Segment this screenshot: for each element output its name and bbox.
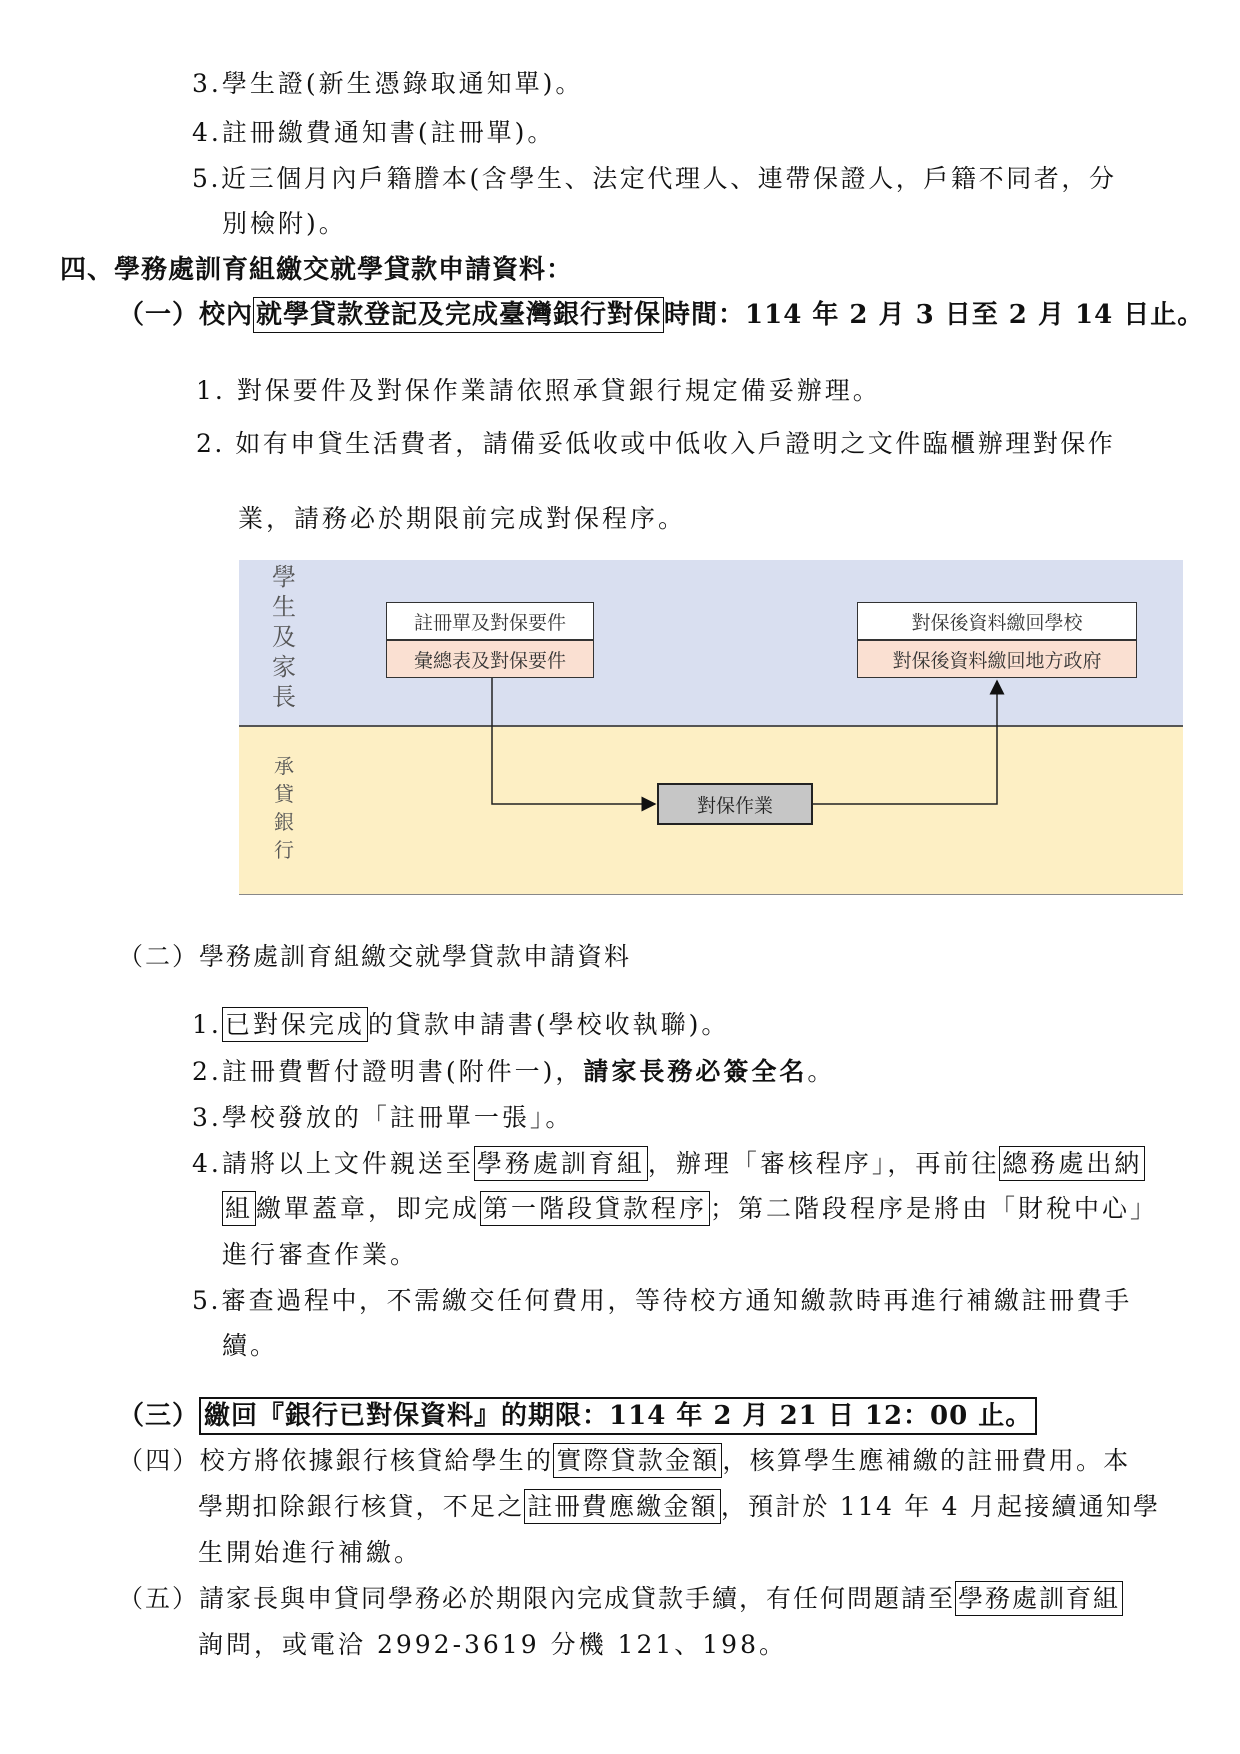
subsection-5-a: （五）請家長與申貸同學務必於期限內完成貸款手續，有任何問題請至 bbox=[118, 1584, 956, 1613]
box-summary-and-requirements: 彙總表及對保要件 bbox=[386, 640, 594, 678]
box-guarantee-process: 對保作業 bbox=[657, 783, 813, 825]
subsection-3-deadline: 繳回『銀行已對保資料』的期限：114 年 2 月 21 日 12：00 止。 bbox=[199, 1397, 1037, 1435]
subsection-5-box-activities: 學務處訓育組 bbox=[955, 1581, 1123, 1616]
subsection-4 bbox=[118, 1448, 1130, 1473]
subsection-4-line3: 生開始進行補繳。 bbox=[198, 1538, 423, 1567]
sub2-item-1 bbox=[192, 1012, 729, 1037]
sub2-item-4-cont bbox=[222, 1196, 1158, 1221]
subsection-4-d: ，預計於 114 年 4 月起接續通知學 bbox=[720, 1492, 1161, 1521]
box-return-to-local-government: 對保後資料繳回地方政府 bbox=[857, 640, 1137, 678]
subsection-4-c: 學期扣除銀行核貸，不足之 bbox=[198, 1492, 525, 1521]
subsection-1 bbox=[118, 302, 1204, 328]
sub2-item-1-text: 的貸款申請書(學校收執聯)。 bbox=[367, 1010, 730, 1039]
sub1-item-2-cont: 業，請務必於期限前完成對保程序。 bbox=[238, 504, 687, 533]
sub2-item-4-c: 繳單蓋章，即完成 bbox=[256, 1194, 481, 1223]
subsection-4-a: （四）校方將依據銀行核貸給學生的 bbox=[118, 1446, 554, 1475]
list-item-registration-notice: 4.註冊繳費通知書(註冊單)。 bbox=[192, 118, 556, 147]
lane-label-students-parents: 學生及家長 bbox=[272, 563, 296, 711]
sub2-item-4-end: 進行審查作業。 bbox=[222, 1240, 419, 1269]
subsection-1-suffix: 時間：114 年 2 月 3 日至 2 月 14 日止。 bbox=[664, 300, 1205, 330]
sub2-item-4-a: 4.請將以上文件親送至 bbox=[192, 1149, 474, 1178]
sub1-item-2: 2. 如有申貸生活費者，請備妥低收或中低收入戶證明之文件臨櫃辦理對保作 bbox=[196, 429, 1116, 458]
sub2-item-2-end: 。 bbox=[807, 1057, 836, 1086]
subsection-5 bbox=[118, 1586, 1123, 1611]
list-item-household-record: 5.近三個月內戶籍謄本(含學生、法定代理人、連帶保證人，戶籍不同者，分 bbox=[192, 164, 1117, 193]
sub2-item-5: 5.審查過程中，不需繳交任何費用，等待校方通知繳款時再進行補繳註冊費手 bbox=[192, 1286, 1132, 1315]
sub2-item-4-box-cashier: 總務處出納 bbox=[999, 1146, 1145, 1181]
arrow-to-guarantee bbox=[492, 678, 655, 804]
sub2-item-4 bbox=[192, 1151, 1145, 1176]
subsection-4-box-actual-amount: 實際貸款金額 bbox=[553, 1443, 722, 1478]
sub2-item-4-box-first-stage: 第一階段貸款程序 bbox=[480, 1191, 710, 1226]
subsection-1-prefix: （一）校內 bbox=[118, 300, 254, 330]
subsection-3-prefix: （三） bbox=[118, 1401, 200, 1431]
subsection-4-line2 bbox=[198, 1494, 1160, 1519]
sub2-item-4-d: ；第二階段程序是將由「財稅中心」 bbox=[710, 1194, 1159, 1223]
sub2-item-5-cont: 續。 bbox=[222, 1331, 279, 1360]
list-item-student-id: 3.學生證(新生憑錄取通知單)。 bbox=[192, 69, 584, 98]
sub2-item-3: 3.學校發放的「註冊單一張」。 bbox=[192, 1103, 574, 1132]
sub2-item-4-box-cashier-cont: 組 bbox=[222, 1191, 256, 1226]
section-heading: 四、學務處訓育組繳交就學貸款申請資料： bbox=[60, 255, 574, 285]
sub2-item-2-text: 2.註冊費暫付證明書(附件一)， bbox=[192, 1057, 584, 1086]
subsection-4-box-fee-amount: 註冊費應繳金額 bbox=[524, 1489, 720, 1524]
sub2-item-2 bbox=[192, 1059, 835, 1084]
subsection-5-contact: 詢問，或電洽 2992-3619 分機 121、198。 bbox=[198, 1630, 787, 1659]
subsection-1-boxed: 就學貸款登記及完成臺灣銀行對保 bbox=[253, 297, 664, 333]
subsection-2-title: （二）學務處訓育組繳交就學貸款申請資料 bbox=[118, 942, 632, 971]
sub2-item-4-b: ，辦理「審核程序」，再前往 bbox=[647, 1149, 1000, 1178]
sub2-item-2-emphasis: 請家長務必簽全名 bbox=[583, 1057, 808, 1086]
flowchart bbox=[239, 560, 1183, 894]
arrow-to-return bbox=[813, 681, 997, 804]
sub1-item-1: 1. 對保要件及對保作業請依照承貸銀行規定備妥辦理。 bbox=[196, 376, 881, 405]
sub2-item-1-number: 1. bbox=[192, 1010, 222, 1039]
subsection-3 bbox=[118, 1403, 1037, 1429]
flow-arrows bbox=[239, 560, 1183, 894]
box-registration-and-requirements: 註冊單及對保要件 bbox=[386, 602, 594, 640]
subsection-4-b: ，核算學生應補繳的註冊費用。本 bbox=[722, 1446, 1131, 1475]
box-return-to-school: 對保後資料繳回學校 bbox=[857, 602, 1137, 640]
list-item-household-record-cont: 別檢附)。 bbox=[222, 209, 347, 238]
lane-label-lending-bank: 承貸銀行 bbox=[274, 754, 294, 862]
sub2-item-1-boxed: 已對保完成 bbox=[222, 1007, 368, 1042]
sub2-item-4-box-activities: 學務處訓育組 bbox=[474, 1146, 648, 1181]
